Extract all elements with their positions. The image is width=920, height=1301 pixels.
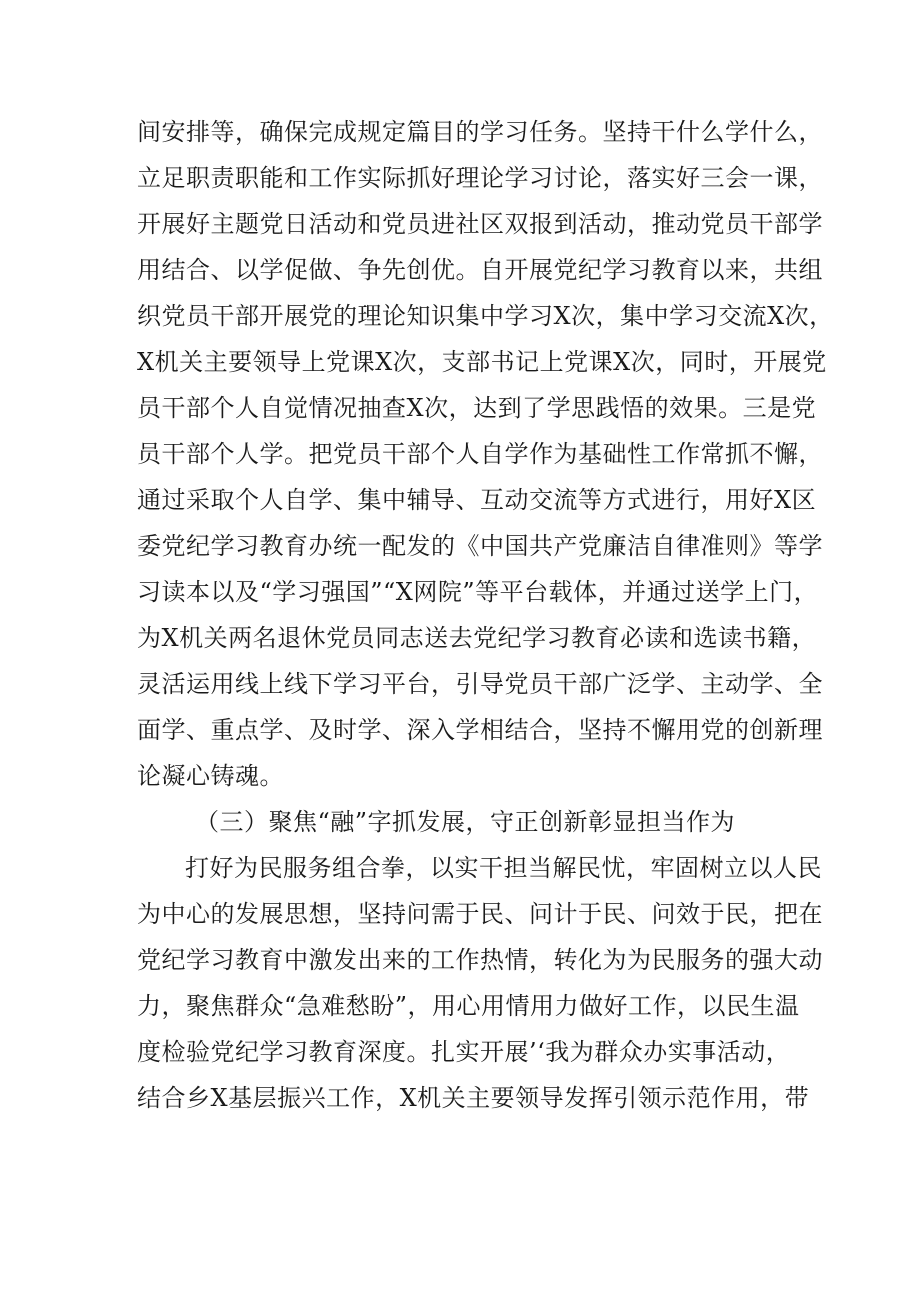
paragraph-line: 立足职责职能和工作实际抓好理论学习讨论，落实好三会一课， xyxy=(137,164,823,192)
paragraph-line: 通过采取个人自学、集中辅导、互动交流等方式进行，用好X区 xyxy=(137,486,817,514)
paragraph-line: 员干部个人学。把党员干部个人自学作为基础性工作常抓不懈， xyxy=(137,440,823,468)
paragraph-line: 打好为民服务组合拳，以实干担当解民忧，牢固树立以人民 xyxy=(185,854,822,882)
paragraph-line: 开展好主题党日活动和党员进社区双报到活动，推动党员干部学 xyxy=(137,210,823,238)
paragraph-line: 党纪学习教育中激发出来的工作热情，转化为为民服务的强大动 xyxy=(137,946,823,974)
paragraph-line: 织党员干部开展党的理论知识集中学习X次，集中学习交流X次， xyxy=(137,302,834,330)
section-heading: （三）聚焦“融”字抓发展，守正创新彰显担当作为 xyxy=(195,808,736,836)
paragraph-line: 灵活运用线上线下学习平台，引导党员干部广泛学、主动学、全 xyxy=(137,670,823,698)
paragraph-line: 面学、重点学、及时学、深入学相结合，坚持不懈用党的创新理 xyxy=(137,716,823,744)
paragraph-line: 为X机关两名退休党员同志送去党纪学习教育必读和选读书籍， xyxy=(137,624,817,652)
paragraph-line: 力，聚焦群众“急难愁盼”，用心用情用力做好工作，以民生温 xyxy=(137,992,800,1020)
paragraph-line: X机关主要领导上党课X次，支部书记上党课X次，同时，开展党 xyxy=(137,348,827,376)
paragraph-line: 习读本以及“学习强国”“X网院”等平台载体，并通过送学上门， xyxy=(137,578,819,606)
paragraph-line: 用结合、以学促做、争先创优。自开展党纪学习教育以来，共组 xyxy=(137,256,823,284)
paragraph-line: 度检验党纪学习教育深度。扎实开展’‘我为群众办实事活动， xyxy=(137,1038,791,1066)
paragraph-line: 为中心的发展思想，坚持问需于民、问计于民、问效于民，把在 xyxy=(137,900,823,928)
document-body xyxy=(137,109,834,1121)
paragraph-line: 间安排等，确保完成规定篇目的学习任务。坚持干什么学什么， xyxy=(137,118,823,146)
paragraph-line: 论凝心铸魂。 xyxy=(137,762,284,790)
paragraph-line: 委党纪学习教育办统一配发的《中国共产党廉洁自律准则》等学 xyxy=(137,532,823,560)
paragraph-line: 结合乡X基层振兴工作，X机关主要领导发挥引领示范作用，带 xyxy=(137,1084,810,1112)
paragraph-line: 员干部个人自觉情况抽查X次，达到了学思践悟的效果。三是党 xyxy=(137,394,817,422)
